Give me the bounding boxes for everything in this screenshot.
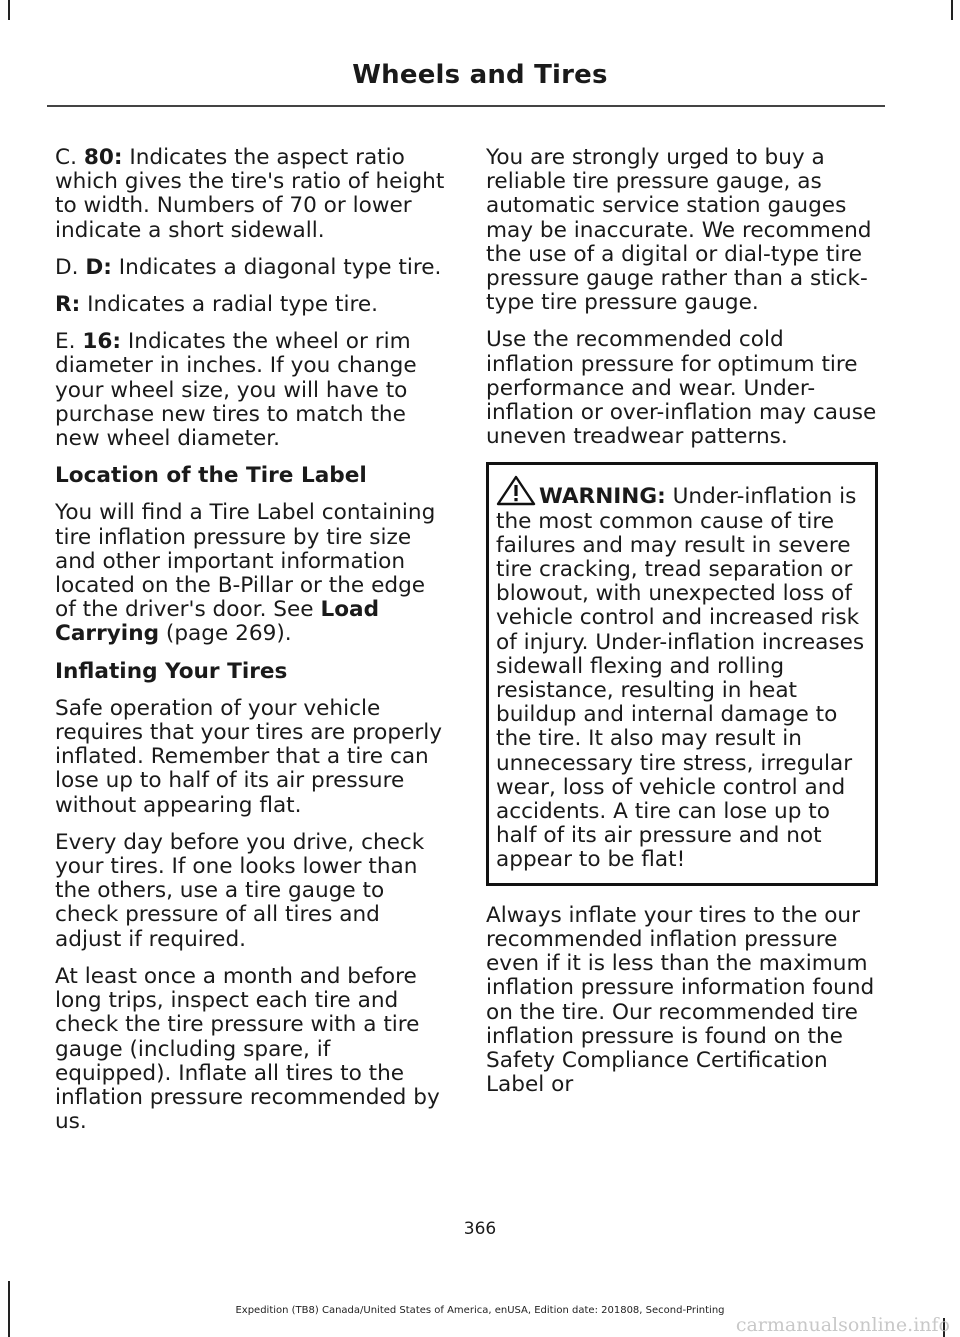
watermark: carmanualsonline.info xyxy=(735,1314,950,1336)
page-title: Wheels and Tires xyxy=(352,60,608,90)
paragraph-tire-label xyxy=(55,501,447,646)
definition-text: Indicates a diagonal type tire. xyxy=(111,254,442,280)
paragraph-cold-inflation: Use the recommended cold inflation pressure for optimum tire performance and wear. Under-inflation or over-inflation may cause uneven treadwear patterns. xyxy=(486,327,877,450)
term-r: R: xyxy=(55,292,81,318)
paragraph-daily-check: Every day before you drive, check your tires. If one looks lower than the others, use a tire gauge to check pressure of all tires and adjust if required. xyxy=(55,829,425,952)
page-reference: (page 269). xyxy=(159,621,292,647)
paragraph-diagonal xyxy=(55,256,447,280)
definition-text: Indicates the wheel or rim diameter in inches. If you change your wheel size, you will have to purchase new tires to match the new wheel diameter. xyxy=(55,329,417,452)
heading-inflating-tires: Inflating Your Tires xyxy=(55,658,288,684)
crop-mark-top-left xyxy=(8,0,10,20)
definition-text: Indicates a radial type tire. xyxy=(80,292,378,318)
term-80: 80: xyxy=(83,145,123,170)
right-column xyxy=(486,146,878,1110)
cross-reference-link[interactable]: Load Carrying xyxy=(55,597,380,647)
item-prefix: C. xyxy=(55,145,84,170)
paragraph-monthly-check: At least once a month and before long trips, inspect each tire and check the tire pressure with a tire gauge (including spare, if equipped). Inflate all tires to the inflation pressure recommended by us. xyxy=(55,963,440,1135)
paragraph-rim-diameter xyxy=(55,330,447,451)
item-prefix: D. xyxy=(55,254,86,280)
warning-triangle-icon xyxy=(496,475,536,506)
paragraph-always-inflate: Always inflate your tires to the our recommended inflation pressure even if it is less than the maximum inflation pressure information found on the tire. Our recommended tire inflation pressure is found on the Safety Compliance Certification Label or xyxy=(486,902,875,1098)
paragraph-aspect-ratio xyxy=(55,146,447,243)
heading-tire-label-location: Location of the Tire Label xyxy=(55,463,367,489)
term-d: D: xyxy=(85,254,112,280)
left-column xyxy=(55,146,447,1147)
warning-label: WARNING: xyxy=(539,484,666,510)
term-16: 16: xyxy=(82,329,122,355)
definition-text: Indicates the aspect ratio which gives the tire's ratio of height to width. Numbers of 70 or lower indicate a short sidewall. xyxy=(55,145,445,243)
header-divider xyxy=(47,105,885,107)
crop-mark-top-right xyxy=(951,0,953,20)
paragraph-pressure-gauge: You are strongly urged to buy a reliable tire pressure gauge, as automatic service station gauges may be inaccurate. We recommend the use of a digital or dial-type tire pressure gauge rather than a stick-type tire pressure gauge. xyxy=(486,145,872,316)
warning-text: Under-inflation is the most common cause of tire failures and may result in severe tire cracking, tread separation or blowout, with unexpected loss of vehicle control and increased risk of injury. Under-inflation increases sidewall flexing and rolling resistance, resulting in heat buildup and internal damage to the tire. It also may result in unnecessary tire stress, irregular wear, loss of vehicle control and accidents. A tire can lose up to half of its air pressure and not appear to be flat! xyxy=(496,484,865,873)
warning-box xyxy=(486,462,878,885)
footer-edition-info: Expedition (TB8) Canada/United States of America, enUSA, Edition date: 201808, Second-Printing xyxy=(235,1305,725,1316)
body-text: You will find a Tire Label containing tire inflation pressure by tire size and other important information located on the B-Pillar or the edge of the driver's door. See xyxy=(55,500,436,623)
item-prefix: E. xyxy=(55,329,83,355)
page-number: 366 xyxy=(463,1219,497,1239)
paragraph-radial xyxy=(55,293,447,317)
paragraph-safe-operation: Safe operation of your vehicle requires that your tires are properly inflated. Remember that a tire can lose up to half of its air pressure without appearing flat. xyxy=(55,695,443,818)
